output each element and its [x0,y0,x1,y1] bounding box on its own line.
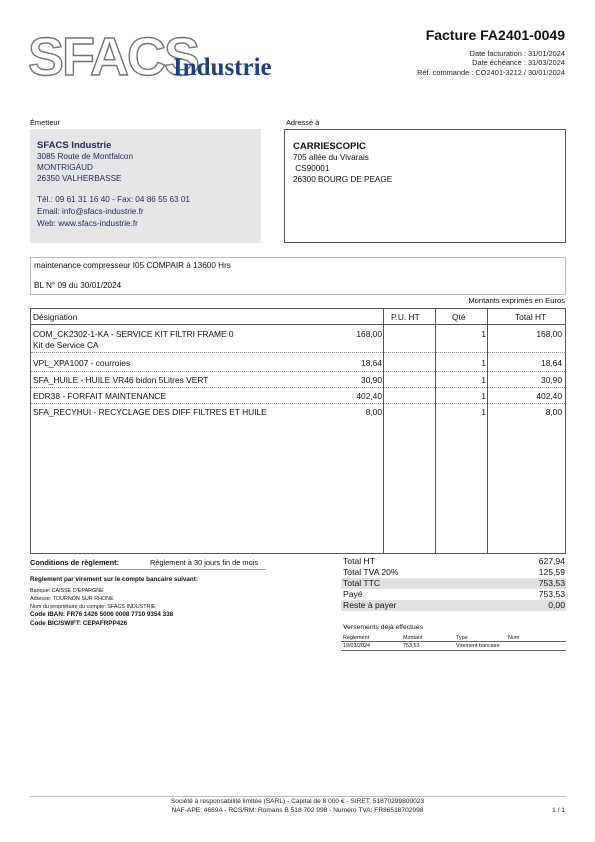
paid-value: 753,53 [538,589,565,599]
emitter-address-line: 3085 Route de Montfalcon [37,152,134,161]
total-ttc-label: Total TTC [343,578,381,588]
logo-subtitle: Industrie [173,54,272,81]
total-ht-row [341,556,566,567]
total-ttc-row [341,578,566,589]
row-separator [31,387,565,388]
row-designation: SFA_RECYHUI - RECYCLAGE DES DIFF FILTRES ET HUILE [33,407,267,417]
row-separator [31,352,565,353]
emitter-address-line: MONTRIGAUD [37,163,93,172]
row-quantity: 1 [481,358,486,368]
items-table [30,308,566,554]
bank-transfer-title: Règlement par virement sur le compte bancaire suivant: [30,576,198,583]
emitter-box [30,129,261,243]
footer-divider [30,796,566,797]
row-quantity: 1 [481,375,486,385]
emitter-email: Email: info@sfacs-industrie.fr [37,207,144,216]
conditions-divider [30,569,266,570]
bic-code: Code BIC/SWIFT: CEPAFRPP426 [30,620,128,627]
emitter-label: Émetteur [30,118,60,127]
paid-label: Payé [343,589,363,599]
payment-conditions-value: Règlement à 30 jours fin de mois [150,558,259,567]
payments-header-divider [341,641,566,642]
footer-legal-line: Société à responsabilité limitée (SARL) - Capital de 8 000 € - SIRET: 51870299800023 [170,798,425,805]
bank-address: Adresse: TOURNON SUR RHONE [30,596,114,602]
header-unit-price: P.U. HT [391,312,420,322]
bank-name: Banque: CAISSE D'EPARGNE [30,588,104,594]
remaining-value: 0,00 [548,600,565,610]
emitter-address-line: 26350 VALHERBASSE [37,174,122,183]
row-total: 8,00 [545,407,562,417]
header-quantity: Qté [452,312,466,322]
row-quantity: 1 [481,407,486,417]
row-quantity: 1 [481,391,486,401]
row-quantity: 1 [481,329,486,339]
recipient-address-line: 705 allée du Vivarais [293,153,369,162]
payments-table [341,635,566,651]
notes-line: BL N° 09 du 30/01/2024 [34,281,122,290]
total-tva-row [341,567,566,578]
remaining-row [341,600,566,611]
remaining-label: Reste à payer [343,600,397,610]
invoice-date: Date facturation : 31/01/2024 [469,49,565,58]
total-ttc-value: 753,53 [538,578,565,588]
currency-note: Montants exprimés en Euros [468,296,565,305]
total-tva-label: Total TVA 20% [343,567,399,577]
payments-header-num: Num [508,635,520,641]
payments-header-type: Type [456,635,468,641]
row-designation-detail: Kit de Service CA [33,340,99,350]
payments-bottom-divider [341,650,566,651]
row-unit-price: 8,00 [365,407,382,417]
header-designation: Désignation [33,312,78,322]
account-owner: Nom du propriétaire du compte: SFACS INDUSTRIE [30,604,156,610]
invoice-title: Facture FA2401-0049 [425,27,565,43]
recipient-address-line: CS90001 [293,164,330,173]
payment-conditions-label: Conditions de règlement: [30,558,120,567]
row-designation: EDR38 - FORFAIT MAINTENANCE [33,391,166,401]
row-unit-price: 402,40 [356,391,382,401]
row-unit-price: 168,00 [356,329,382,339]
row-total: 30,90 [541,375,562,385]
emitter-phone: Tél.: 09 61 31 16 40 - Fax: 04 86 55 63 01 [37,195,190,204]
row-total: 168,00 [536,329,562,339]
totals-block [341,556,566,611]
row-separator [31,371,565,372]
footer-legal-line: NAF-APE: 4669A - RCS/RM: Romans B 518 702 998 - Numéro TVA: FR86518702998 [171,807,424,814]
payments-header-date: Règlement [343,635,370,641]
total-ht-value: 627,94 [538,556,565,566]
row-total: 18,64 [541,358,562,368]
logo-brand: SFACS [28,27,199,87]
payments-header-amount: Montant [403,635,423,641]
invoice-due-date: Date échéance : 31/03/2024 [472,58,565,67]
payment-amount: 753,53 [403,643,420,649]
row-designation: SFA_HUILE - HUILE VR46 bidon 5Litres VERT [33,375,209,385]
row-unit-price: 30,90 [361,375,382,385]
row-separator [31,403,565,404]
recipient-address-line: 26300 BOURG DE PEAGE [293,175,393,184]
recipient-box [284,129,566,243]
row-total: 402,40 [536,391,562,401]
recipient-name: CARRIESCOPIC [293,141,366,152]
page-number: 1 / 1 [552,807,565,814]
table-row [31,389,565,404]
payment-type: Virement bancaire [456,643,500,649]
iban-code: Code IBAN: FR76 1426 5006 0008 7710 9354 338 [30,611,174,618]
paid-row [341,589,566,600]
payments-title: Versements déjà effectués [343,624,423,631]
total-tva-value: 125,59 [538,567,565,577]
row-unit-price: 18,64 [361,358,382,368]
header-divider [31,324,565,325]
order-reference: Réf. commande : CO2401-3212 / 30/01/2024 [417,68,565,77]
row-designation: COM_CK2302-1-KA - SERVICE KIT FILTRI FRAME 0 [33,329,234,339]
table-row [31,328,565,353]
emitter-website: Web: www.sfacs-industrie.fr [37,219,138,228]
notes-line: maintenance compresseur I05 COMPAIR à 13600 Hrs [34,261,231,270]
total-ht-label: Total HT [343,556,375,566]
table-row [31,405,565,420]
invoice-notes [30,257,566,295]
table-row [31,373,565,388]
emitter-name: SFACS Industrie [37,140,112,151]
payment-date: 19/03/2024 [343,643,370,649]
row-designation: VPL_XPA1007 - courroies [33,358,131,368]
table-row [31,357,565,372]
company-logo [28,27,290,88]
recipient-label: Adressé à [286,118,320,127]
header-total: Total HT [515,312,547,322]
